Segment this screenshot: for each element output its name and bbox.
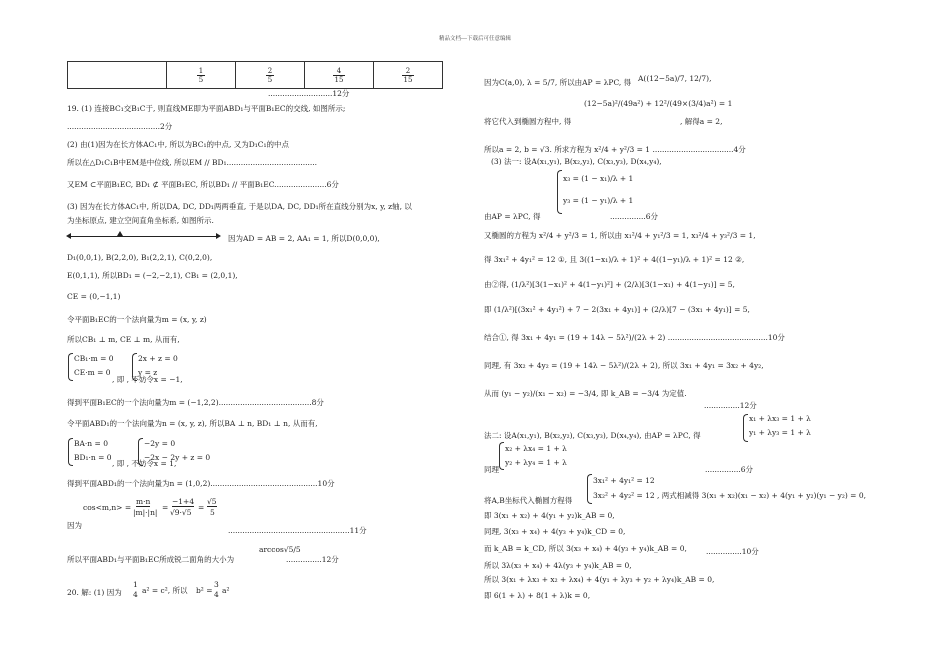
text-line: , 即 , 不妨令x = 1, (112, 459, 177, 468)
table-cell: $\frac{2}{15}$ (374, 62, 443, 89)
text-line: 同理, 3(x₃ + x₄) + 4(y₃ + y₄)k_CD = 0, (484, 527, 626, 536)
text-line: 即 (1/λ²)[(3x₁² + 4y₁²) + 7 − 2(3x₁ + 4y₁)] + (2/λ)[7 − (3x₁ + 4y₁)] = 5, (484, 305, 750, 314)
probability-table (67, 61, 443, 89)
text-line: 为坐标原点, 建立空间直角坐标系, 如图所示. (67, 216, 214, 225)
equation: x₃ = (1 − x₁)/λ + 1 (563, 174, 634, 183)
text-line: 令平面ABD₁的一个法向量为n = (x, y, z), 所以BA ⊥ n, BD₁ ⊥ n, 从而有, (67, 419, 318, 428)
text-line: 结合①, 得 3x₁ + 4y₁ = (19 + 14λ − 5λ²)/(2λ + 2) ..........................................10分 (484, 333, 785, 342)
equation: BD₁·n = 0 (74, 453, 112, 462)
equation: 3x₂² + 4y₂² = 12 (593, 491, 655, 500)
equation: y = z (138, 368, 158, 377)
table-cell (68, 62, 167, 89)
brace (68, 353, 73, 381)
formula: = (198, 503, 205, 512)
text-line: , 解得a = 2, (680, 117, 723, 126)
text-line: 得到平面ABD₁的一个法向量为n = (1,0,2).............................................10分 (67, 479, 335, 488)
formula: cos<m,n> = (83, 503, 132, 512)
formula-denominator: |m|·|n| (133, 508, 158, 517)
table-cell: $\frac{2}{5}$ (236, 62, 305, 89)
text-line: 即 6(1 + λ) + 8(1 + λ)k = 0, (484, 591, 591, 600)
number-line (68, 236, 218, 237)
equation: y₃ = (1 − y₁)/λ + 1 (563, 196, 634, 205)
page-header: 精品文档---下载后可任意编辑 (439, 36, 511, 42)
text-line: a² = c², 所以 (142, 586, 188, 595)
text-line: 又EM ⊂平面B₁EC, BD₁ ⊄ 平面B₁EC, 所以BD₁ // 平面B₁EC......................6分 (67, 180, 339, 189)
text-line: , 即 , 不妨令x = −1, (112, 375, 183, 384)
formula-numerator: m·n (136, 497, 151, 506)
text-line: 所以 3λ(x₃ + x₄) + 4λ(y₃ + y₄)k_AB = 0, (484, 561, 632, 570)
text-line: 所以CB₁ ⊥ m, CE ⊥ m, 从而有, (67, 335, 180, 344)
score-line: ...............10分 (706, 547, 759, 556)
axis-arrow-right (216, 233, 221, 239)
equation: BA·n = 0 (74, 439, 108, 448)
text-line: 所以a = 2, b = √3. 所求方程为 x²/4 + y²/3 = 1 ..................................4分 (484, 145, 746, 154)
equation: y₂ + λy₄ = 1 + λ (505, 458, 567, 467)
brace (68, 438, 73, 466)
text-line: 由②得, (1/λ²)[3(1−x₁)² + 4(1−y₁)²] + (2/λ)[3(1−x₁) + 4(1−y₁)] = 5, (484, 280, 735, 289)
text-line: 同理 (484, 465, 499, 474)
formula-denominator: √9·√5 (170, 508, 192, 517)
formula: arccos√5/5 (259, 545, 301, 554)
text-line: 所以 3(x₁ + λx₃ + x₂ + λx₄) + 4(y₁ + λy₃ + y₂ + λy₄)k_AB = 0, (484, 575, 715, 584)
text-line: 令平面B₁EC的一个法向量为m = (x, y, z) (67, 315, 207, 324)
fraction-denominator: 4 (133, 590, 138, 599)
brace (499, 442, 504, 470)
text-line: b² = (196, 586, 213, 595)
fraction-numerator: 1 (133, 580, 138, 589)
score-line: ...............12分 (286, 555, 339, 564)
brace (557, 170, 562, 214)
text-line: 19. (1) 连接BC₁交B₁C于, 则直线ME即为平面ABD₁与平面B₁EC的交线, 如图所示; (67, 104, 346, 113)
text-line: 法二: 设A(x₁,y₁), B(x₂,y₂), C(x₃,y₃), D(x₄,y₄), 由AP = λPC, 得 (484, 431, 701, 440)
text-line: 将A,B坐标代入椭圆方程得 (484, 496, 573, 505)
equation: 2x + z = 0 (138, 354, 178, 363)
score-line: .......................................2分 (67, 122, 173, 131)
text-line: 得到平面B₁EC的一个法向量为m = (−1,2,2).......................................8分 (67, 398, 324, 407)
formula: = (162, 503, 169, 512)
text-line: 得 3x₁² + 4y₁² = 12 ①, 且 3((1−x₁)/λ + 1)² + 4((1−y₁)/λ + 1)² = 12 ②, (484, 255, 745, 264)
brace (587, 474, 592, 504)
text-line: 因为C(a,0), λ = 5/7, 所以由AP = λPC, 得 (484, 78, 632, 87)
formula-denominator: 5 (210, 508, 215, 517)
text-line: 同理, 有 3x₂ + 4y₂ = (19 + 14λ − 5λ²)/(2λ + 2), 所以 3x₁ + 4y₁ = 3x₂ + 4y₂, (484, 361, 764, 370)
text-line: 从而 (y₁ − y₂)/(x₁ − x₂) = −3/4, 即 k_AB = −3/4 为定值. (484, 389, 687, 398)
text-line: 因为 (67, 521, 82, 530)
text-line: E(0,1,1), 所以BD₁ = (−2,−2,1), CB₁ = (2,0,1), (67, 271, 238, 280)
text-line: (2) 由(1)因为在长方体AC₁中, 所以为BC₁的中点, 又为D₁C₁的中点 (67, 140, 289, 149)
text-line: 因为AD = AB = 2, AA₁ = 1, 所以D(0,0,0), (228, 234, 380, 243)
formula: A((12−5a)/7, 12/7), (638, 74, 712, 83)
text-line: (3) 因为在长方体AC₁中, 所以DA, DC, DD₁两两垂直, 于是以DA, DC, DD₁所在直线分别为x, y, z轴, 以 (67, 202, 412, 211)
fraction-denominator: 4 (214, 590, 219, 599)
equation: x₂ + λx₄ = 1 + λ (505, 444, 567, 453)
score-line: ...............12分 (704, 401, 757, 410)
score-line: ...........................12分 (268, 89, 350, 98)
text-line: (3) 法一: 设A(x₁,y₁), B(x₂,y₂), C(x₃,y₃), D(x₄,y₄), (491, 157, 662, 166)
formula-numerator: √5 (207, 497, 217, 506)
text-line: 20. 解: (1) 因为 (67, 588, 122, 597)
score-line: ...................................................11分 (228, 526, 367, 535)
text-line: , 两式相减得 3(x₁ + x₂)(x₁ − x₂) + 4(y₁ + y₂)(y₁ − y₂) = 0, (657, 491, 866, 500)
text-line: a² (222, 586, 230, 595)
equation: CB₁·m = 0 (74, 354, 114, 363)
fraction-numerator: 3 (214, 580, 219, 589)
text-line: 即 3(x₁ + x₂) + 4(y₁ + y₂)k_AB = 0, (484, 511, 615, 520)
equation: −2x − 2y + z = 0 (144, 453, 211, 462)
axis-marker (117, 231, 123, 236)
text-line: 将它代入到椭圆方程中, 得 (484, 117, 572, 126)
brace (743, 414, 748, 442)
formula-numerator: −1+4 (172, 497, 195, 506)
equation: x₁ + λx₃ = 1 + λ (749, 414, 811, 423)
table-cell: $\frac{4}{15}$ (305, 62, 374, 89)
text-line: 所以在△D₁C₁B中EM是中位线, 所以EM // BD₁...................................... (67, 158, 318, 167)
equation: y₁ + λy₃ = 1 + λ (749, 428, 811, 437)
formula: (12−5a)²/(49a²) + 12²/(49×(3/4)a²) = 1 (584, 99, 733, 108)
text-line: 而 k_AB = k_CD, 所以 3(x₃ + x₄) + 4(y₃ + y₄)k_AB = 0, (484, 544, 687, 553)
score-line: ...............6分 (705, 465, 754, 474)
text-line: 所以平面ABD₁与平面B₁EC所成锐二面角的大小为 (67, 555, 235, 564)
score-line: ...............6分 (610, 212, 659, 221)
equation: CE·m = 0 (74, 368, 111, 377)
text-line: D₁(0,0,1), B(2,2,0), B₁(2,2,1), C(0,2,0), (67, 253, 213, 262)
equation: −2y = 0 (144, 439, 176, 448)
text-line: CE = (0,−1,1) (67, 292, 121, 301)
equation: 3x₁² + 4y₁² = 12 (593, 476, 655, 485)
table-cell: $\frac{1}{5}$ (167, 62, 236, 89)
text-line: 由AP = λPC, 得 (484, 212, 541, 221)
text-line: 又椭圆的方程为 x²/4 + y²/3 = 1, 所以由 x₁²/4 + y₁²/3 = 1, x₃²/4 + y₃²/3 = 1, (484, 231, 756, 240)
